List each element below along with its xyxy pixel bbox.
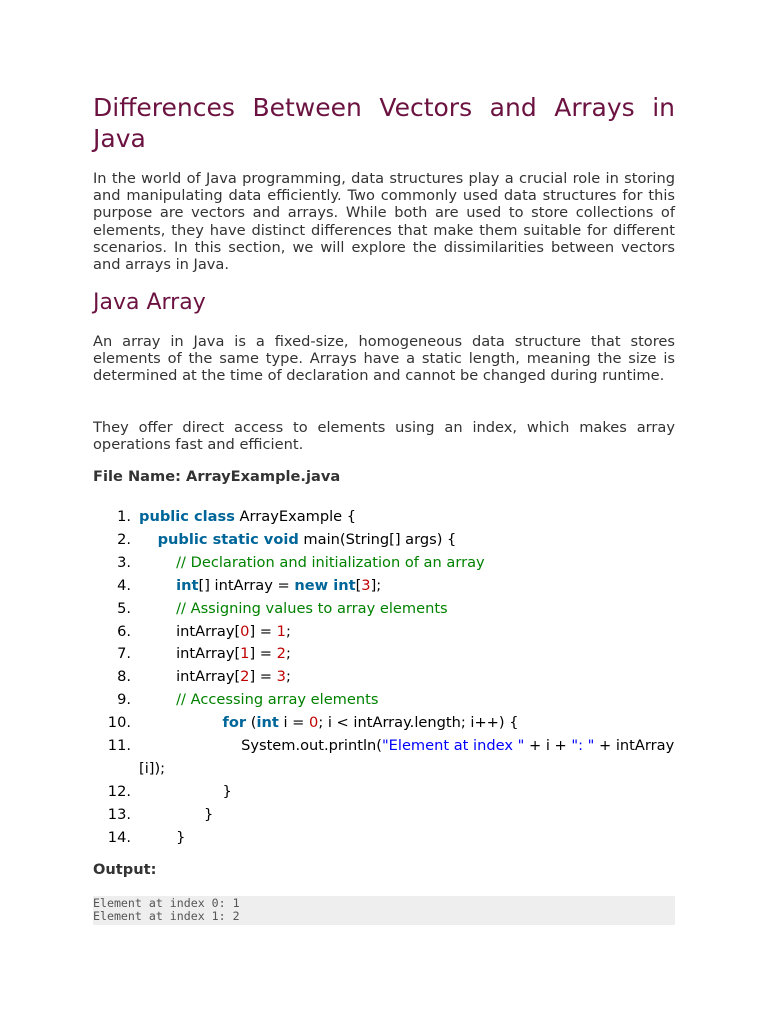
intro-paragraph: In the world of Java programming, data structures play a crucial role in storing and manipulating data efficiently. Two commonly used data structures for this purpose are vectors and arrays. While both are used to store collections of elements, they have distinct differences that make them suitable for different scenarios. In this section, we will explore the dissimilarities between vectors and arrays in Java. [93, 170, 675, 274]
code-line-number: 10. [107, 714, 131, 732]
code-line-number: 12. [107, 782, 131, 800]
code-token: ": " [571, 737, 595, 755]
code-line-content [139, 531, 456, 548]
code-token: ArrayExample { [234, 508, 357, 525]
code-line [93, 804, 675, 827]
code-line [93, 827, 675, 850]
code-line-content [139, 554, 485, 571]
code-token: 3 [361, 576, 371, 594]
code-line [93, 689, 675, 712]
output-block [93, 896, 675, 925]
page-title: Differences Between Vectors and Arrays in Java [93, 93, 675, 153]
code-token: 0 [240, 622, 250, 640]
code-token: new int [294, 576, 356, 594]
code-token: // Accessing array elements [176, 691, 379, 709]
code-line [93, 666, 675, 689]
code-token: intArray[ [176, 645, 241, 663]
array-paragraph-2: They offer direct access to elements using an index, which makes array operations fast and efficient. [93, 419, 675, 454]
code-line-number: 3. [117, 553, 131, 571]
code-line-content [139, 714, 519, 731]
code-token: ; [285, 668, 291, 686]
code-line [93, 643, 675, 666]
code-token: 0 [309, 714, 319, 732]
code-token: + i + [524, 737, 572, 755]
code-line-content [139, 829, 185, 846]
code-line-number: 7. [117, 645, 131, 663]
code-line-content [139, 737, 674, 777]
code-line-number: 1. [117, 508, 131, 525]
code-line [93, 735, 675, 781]
code-line-content [139, 645, 291, 662]
code-line-content [139, 577, 381, 594]
code-token: public class [139, 508, 235, 525]
code-line [93, 621, 675, 644]
code-line-number: 5. [117, 599, 131, 617]
file-name-label: File Name: ArrayExample.java [93, 468, 341, 485]
code-token: "Element at index " [381, 737, 525, 755]
array-paragraph-1: An array in Java is a fixed-size, homogeneous data structure that stores elements of the same type. Arrays have a static length, meaning the size is determined at the time of declaration and cannot be changed during runtime. [93, 333, 675, 385]
code-line-number: 13. [107, 805, 131, 823]
output-line: Element at index 0: 1 [93, 896, 240, 910]
section-heading: Java Array [93, 290, 206, 315]
code-token: public static void [157, 530, 299, 548]
code-line-content [139, 508, 356, 525]
code-line [93, 598, 675, 621]
code-token: intArray[ [176, 622, 241, 640]
code-token: 1 [240, 645, 250, 663]
code-line-content [139, 668, 291, 685]
code-token: ; [285, 645, 291, 663]
code-line-number: 14. [107, 828, 131, 846]
code-token: ; [285, 622, 291, 640]
code-token: // Declaration and initialization of an array [176, 553, 485, 571]
code-line-content [139, 806, 213, 823]
output-label: Output: [93, 861, 157, 878]
code-token: [] intArray = [198, 576, 295, 594]
code-token: ] = [249, 645, 277, 663]
code-token: ; i < intArray.length; i++) { [318, 714, 519, 732]
code-token: 3 [276, 668, 286, 686]
code-token: System.out.println( [241, 737, 382, 755]
code-line [93, 712, 675, 735]
code-token: // Assigning values to array elements [176, 599, 448, 617]
code-token: main(String[] args) { [298, 530, 457, 548]
code-token: for [222, 714, 247, 732]
code-line-number: 2. [117, 530, 131, 548]
code-line [93, 506, 675, 529]
code-line-content [139, 783, 232, 800]
code-token: 2 [240, 668, 250, 686]
code-token: } [203, 805, 214, 823]
code-line [93, 575, 675, 598]
code-line [93, 781, 675, 804]
output-line: Element at index 1: 2 [93, 909, 240, 923]
code-line-number: 6. [117, 622, 131, 640]
code-line-content [139, 691, 378, 708]
code-token: int [256, 714, 279, 732]
code-token: 1 [276, 622, 286, 640]
code-token: int [176, 576, 199, 594]
code-line-number: 11. [107, 737, 131, 755]
code-token: } [176, 828, 186, 846]
code-line-number: 4. [117, 576, 131, 594]
code-token: } [222, 782, 232, 800]
code-token: ]; [370, 576, 382, 594]
code-line-content [139, 600, 448, 617]
code-line-number: 8. [117, 668, 131, 686]
code-listing [93, 506, 675, 850]
code-token: 2 [276, 645, 286, 663]
code-token: ( [246, 714, 257, 732]
code-line-content [139, 623, 291, 640]
code-line [93, 529, 675, 552]
code-token: i = [278, 714, 310, 732]
code-token: ] = [249, 668, 277, 686]
code-line-number: 9. [117, 691, 131, 709]
code-token: ] = [249, 622, 277, 640]
code-token: intArray[ [176, 668, 241, 686]
code-line [93, 552, 675, 575]
code-token: [ [355, 576, 362, 594]
code-token: + intArray[i]); [139, 737, 675, 777]
